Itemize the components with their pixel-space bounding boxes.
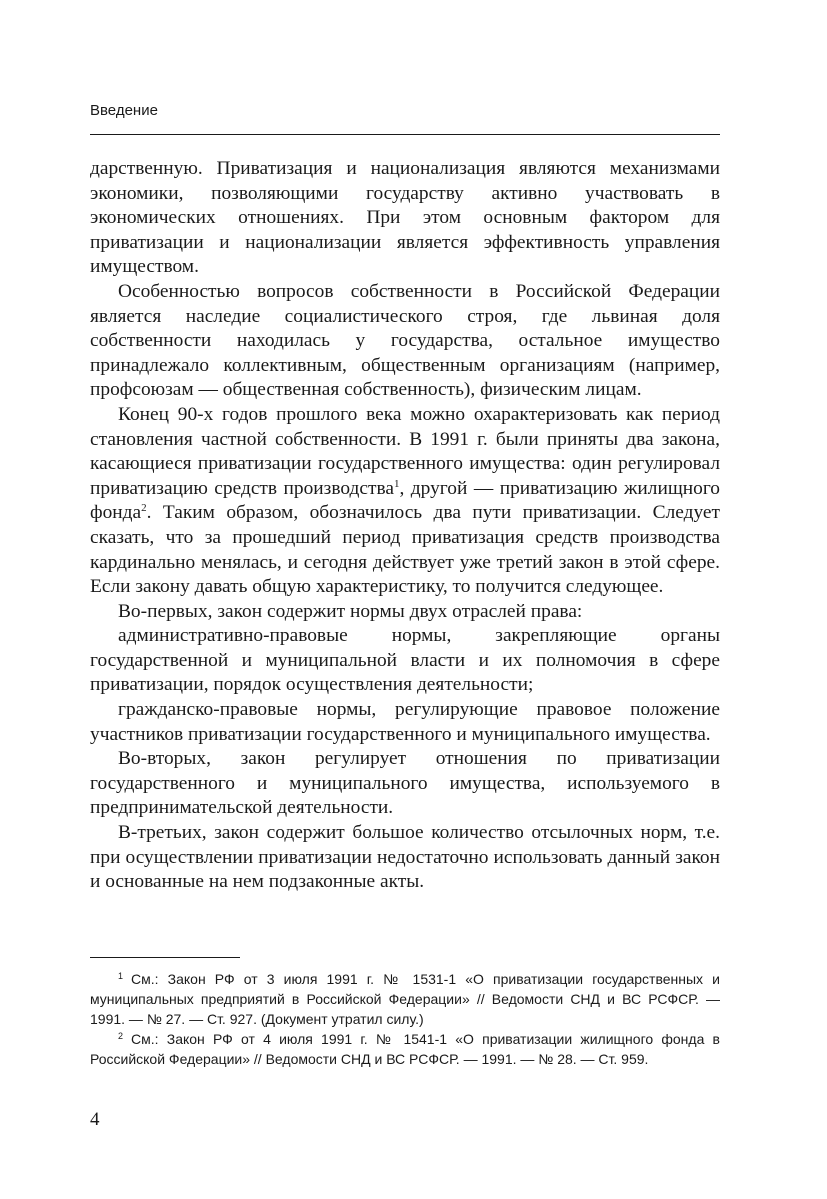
header-rule [90, 134, 720, 135]
paragraph-text-part: . Таким образом, обозначилось два пути приватизации. Следует сказать, что за прошедший период приватизация средств производства кардинально менялась, и сегодня действует уже третий закон в этой сфере. Если закону давать общую характеристику, то получится следующее. [90, 502, 720, 598]
paragraph-continuation: дарственную. Приватизация и национализация являются механизмами экономики, позволяющими государству активно участвовать в экономических отношениях. При этом основным фактором для приватизации и национализации является эффективность управления имуществом. [90, 158, 720, 278]
footnote-1 [90, 969, 720, 1029]
page-number: 4 [90, 1109, 100, 1130]
paragraph-civil-norms: гражданско-правовые нормы, регулирующие правовое положение участников приватизации государственного и муниципального имущества. [90, 699, 720, 745]
paragraph-text-part: Конец 90-х годов прошлого века можно охарактеризовать как период становления частной собственности. В 1991 г. были приняты два закона, касающиеся приватизации государственного имущества: один регулировал приватизацию средств производства [90, 403, 720, 499]
footnote-text: См.: Закон РФ от 3 июля 1991 г. № 1531-1 «О приватизации государственных и муниципальных предприятий в Российской Федерации» // Ведомости СНД и ВС РСФСР. — 1991. — № 27. — Ст. 927. (Документ утратил силу.) [90, 971, 720, 1027]
running-head: Введение [90, 102, 158, 119]
paragraph-text-part: , другой — приватизацию жилищного фонда [90, 477, 720, 524]
paragraph-privatization-laws [90, 403, 720, 600]
footnotes [90, 969, 720, 1069]
footnote-separator [90, 957, 240, 958]
body-text [90, 157, 720, 895]
footnote-mark: 1 [118, 971, 124, 981]
footnote-text: См.: Закон РФ от 4 июля 1991 г. № 1541-1 «О приватизации жилищного фонда в Российской Федерации» // Ведомости СНД и ВС РСФСР. — 1991. — № 28. — Ст. 959. [90, 1031, 720, 1067]
paragraph-property-legacy: Особенностью вопросов собственности в Российской Федерации является наследие социалистического строя, где львиная доля собственности находилась у государства, остальное имущество принадлежало коллективным, общественным организациям (например, профсоюзам — общественная собственность), физическим лицам. [90, 280, 720, 401]
paragraph-admin-norms: административно-правовые нормы, закрепляющие органы государственной и муниципальной власти и их полномочия в сфере приватизации, порядок осуществления деятельности; [90, 625, 720, 696]
footnote-2 [90, 1029, 720, 1069]
footnote-ref-2: 2 [141, 502, 147, 515]
paragraph-third-point: В-третьих, закон содержит большое количество отсылочных норм, т.е. при осуществлении приватизации недостаточно использовать данный закон и основанные на нем подзаконные акты. [90, 822, 720, 893]
paragraph-second-point: Во-вторых, закон регулирует отношения по приватизации государственного и муниципального имущества, используемого в предпринимательской деятельности. [90, 748, 720, 819]
footnote-mark: 2 [118, 1031, 124, 1041]
footnote-ref-1: 1 [393, 477, 400, 490]
paragraph-first-point: Во-первых, закон содержит нормы двух отраслей права: [118, 600, 583, 622]
